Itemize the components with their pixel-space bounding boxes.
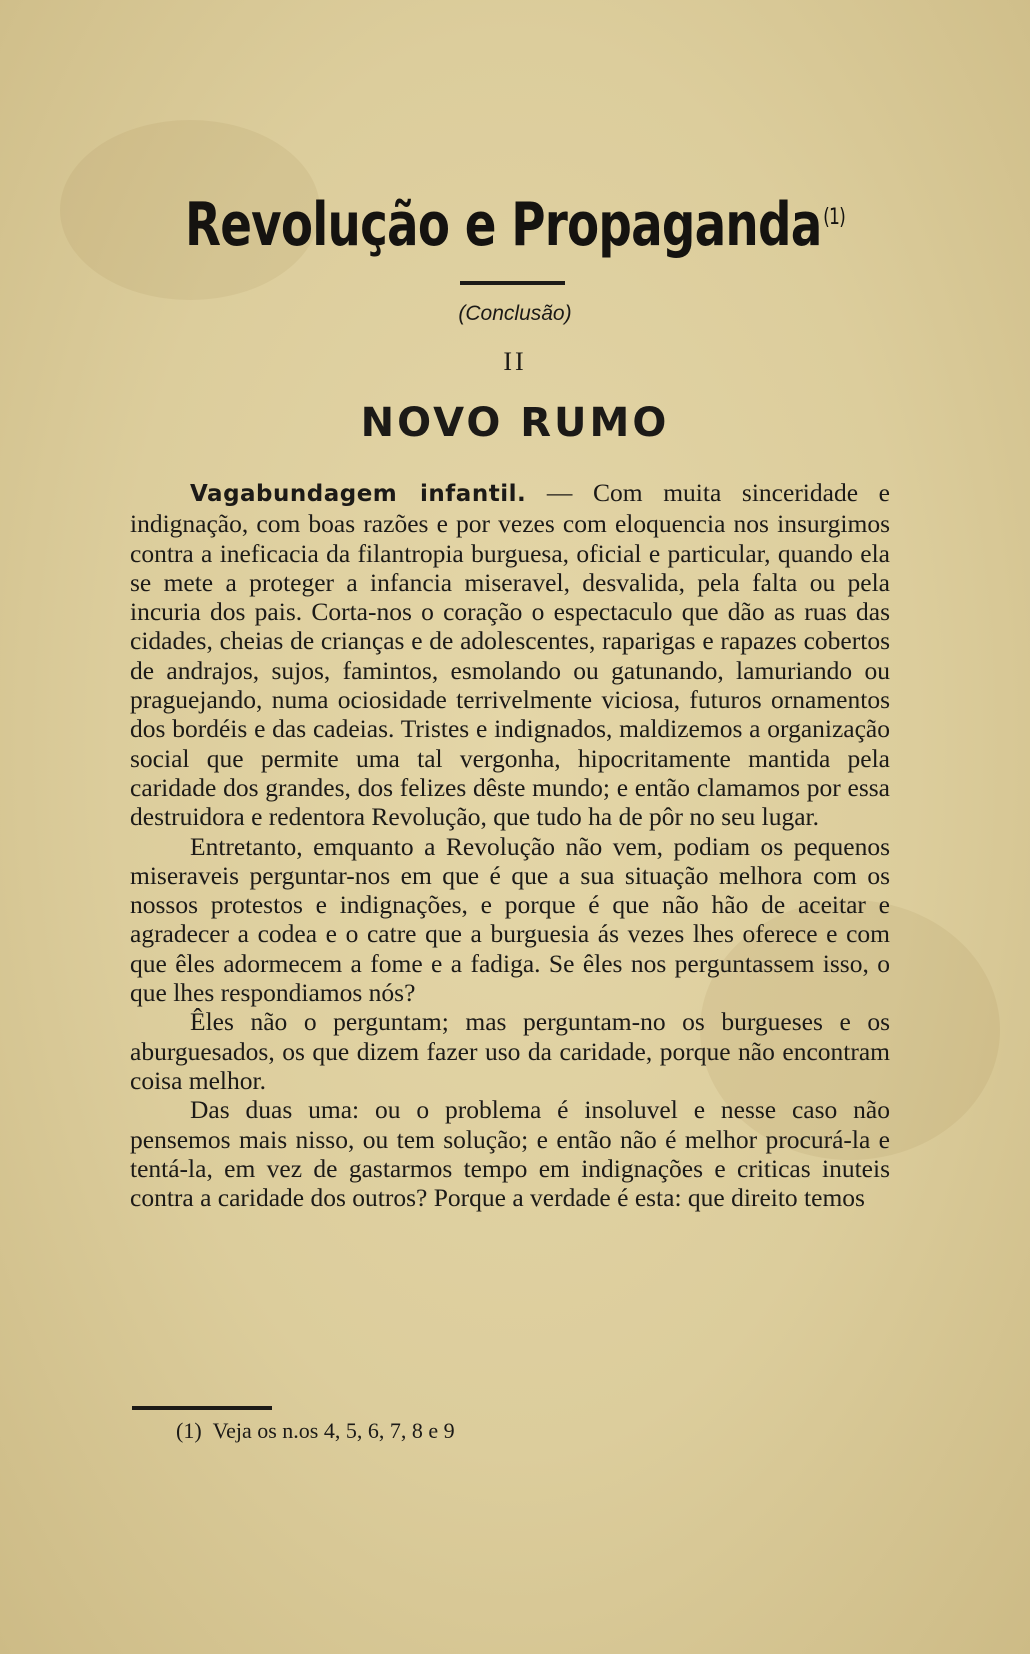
section-heading: NOVO RUMO <box>360 400 670 446</box>
article-title <box>113 190 916 260</box>
paragraph: Êles não o perguntam; mas perguntam-no os burgueses e os aburguesados, os que dizem fazer uso da caridade, porque não encontram coisa melhor. <box>130 1007 890 1095</box>
footnote-text: Veja os n.os 4, 5, 6, 7, 8 e 9 <box>212 1418 455 1443</box>
part-number: II <box>503 347 527 376</box>
footnote-marker: (1) <box>176 1418 202 1443</box>
paragraph: Entretanto, emquanto a Revolução não vem, podiam os pequenos miseraveis perguntar-nos em que é que a sua situação melhora com os nossos protestos e indignações, e porque é que não hão de aceitar e agradecer a codea e o catre que a burguesia ás vezes lhes oferece e com que êles adormecem a fome e a fadiga. Se êles nos perguntassem isso, o que lhes respondiamos nós? <box>130 831 890 1008</box>
title-text: Revolução e Propaganda <box>184 190 822 260</box>
paragraph-text: — Com muita sinceridade e indignação, com boas razões e por vezes com eloquencia nos insurgimos contra a ineficacia da filantropia burguesa, oficial e particular, quando ela se mete a proteger a infancia miseravel, desvalida, pela falta ou pela incuria dos pais. Corta-nos o coração o espectaculo que dão as ruas das cidades, cheias de crianças e de adolescentes, raparigas e rapazes cobertos de andrajos, sujos, famintos, esmolando ou gatunando, lamuriando ou praguejando, numa ociosidade terrivelmente viciosa, futuros ornamentos dos bordéis e das cadeias. Tristes e indignados, maldizemos a organização social que permite uma tal vergonha, hipocritamente mantida pela caridade dos grandes, dos felizes dêste mundo; e então clamamos por essa destruidora e redentora Revolução, que tudo ha de pôr no seu lugar. <box>130 478 890 832</box>
article-body <box>130 478 890 1212</box>
footnote-rule <box>132 1406 272 1410</box>
lead-phrase: Vagabundagem infantil. <box>190 481 527 507</box>
subtitle: (Conclusão) <box>458 302 572 325</box>
paragraph: Das duas uma: ou o problema é insoluvel e nesse caso não pensemos mais nisso, ou tem solução; e então não é melhor procurá-la e tentá-la, em vez de gastarmos tempo em indignações e criticas inuteis contra a caridade dos outros? Porque a verdade é esta: que direito temos <box>130 1095 890 1213</box>
paragraph <box>130 478 890 832</box>
title-rule <box>460 281 565 285</box>
footnote <box>176 1418 455 1444</box>
title-footnote-marker: (1) <box>823 205 846 230</box>
